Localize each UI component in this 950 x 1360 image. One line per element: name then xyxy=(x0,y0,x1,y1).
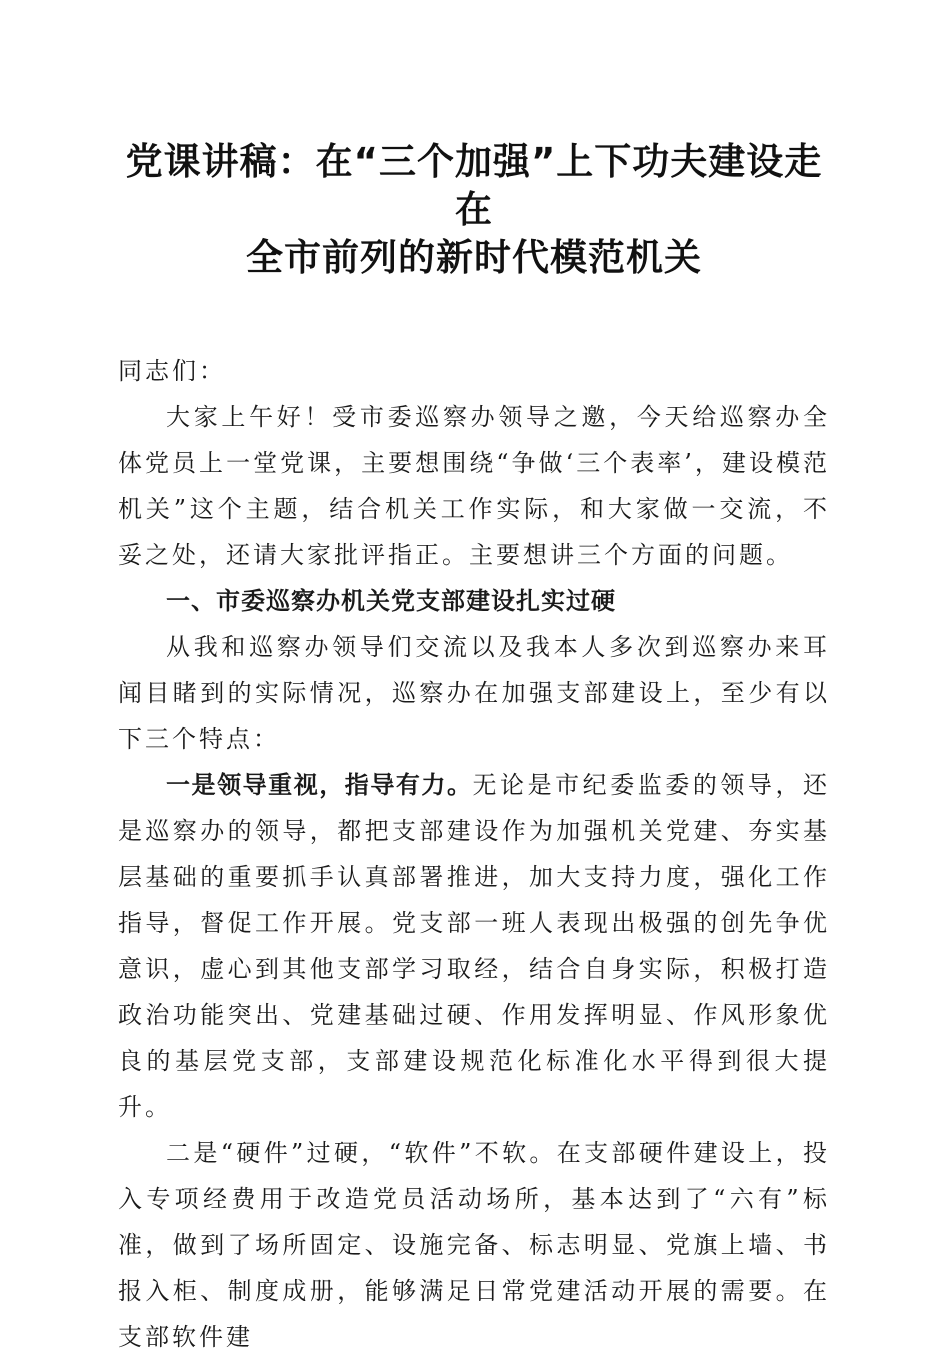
point-1-text: 无论是市纪委监委的领导，还是巡察办的领导，都把支部建设作为加强机关党建、夯实基层基础的重要抓手认真部署推进，加大支持力度，强化工作指导，督促工作开展。党支部一班人表现出极强的创先争优意识，虚心到其他支部学习取经，结合自身实际，积极打造政治功能突出、党建基础过硬、作用发挥明显、作风形象优良的基层党支部，支部建设规范化标准化水平得到很大提升。 xyxy=(118,771,830,1121)
title-line-2: 全市前列的新时代模范机关 xyxy=(246,236,702,279)
section-1-heading: 一、市委巡察办机关党支部建设扎实过硬 xyxy=(166,587,616,615)
point-1-paragraph xyxy=(118,762,830,1130)
document-page xyxy=(118,138,830,1360)
point-2-paragraph: 二是“硬件”过硬，“软件”不软。在支部硬件建设上，投入专项经费用于改造党员活动场所，基本达到了“六有”标准，做到了场所固定、设施完备、标志明显、党旗上墙、书报入柜、制度成册，能够满足日常党建活动开展的需要。在支部软件建 xyxy=(118,1139,830,1351)
intro-paragraph: 大家上午好！受市委巡察办领导之邀，今天给巡察办全体党员上一堂党课，主要想围绕“争做‘三个表率’，建设模范机关”这个主题，结合机关工作实际，和大家做一交流，不妥之处，还请大家批评指正。主要想讲三个方面的问题。 xyxy=(118,403,830,569)
title-line-1: 党课讲稿：在“三个加强”上下功夫建设走在 xyxy=(125,140,823,231)
point-1-lead: 一是领导重视，指导有力。 xyxy=(166,771,473,799)
document-body xyxy=(118,348,830,1360)
section-1-intro-paragraph: 从我和巡察办领导们交流以及我本人多次到巡察办来耳闻目睹到的实际情况，巡察办在加强支部建设上，至少有以下三个特点： xyxy=(118,633,830,753)
document-title xyxy=(118,138,830,282)
salutation: 同志们： xyxy=(118,357,226,385)
